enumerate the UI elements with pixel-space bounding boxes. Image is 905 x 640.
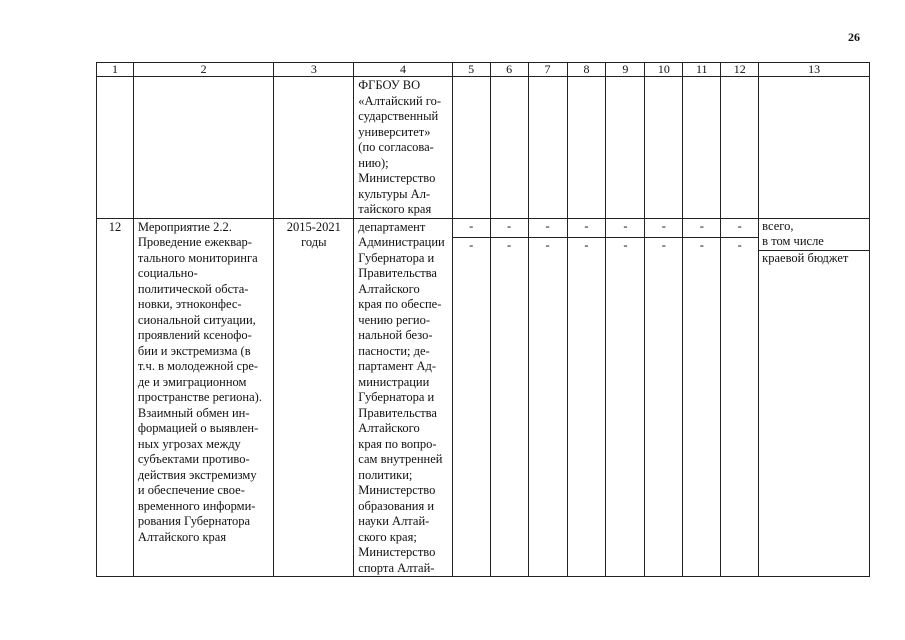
col-header: 6 <box>490 63 528 77</box>
executor-cell: департамент Администрации Губернатора и Правительства Алтайского края по обеспе- чению регио- нальной безо- пасности; де- партамент Ад- министрации Губернатора и Правительства Алтайского края по вопро- сам внутренней политики; Министерство образования и науки Алтай- ского края; Министерство спорта Алтай- <box>358 219 445 575</box>
value-regional: - <box>584 237 589 252</box>
col-header: 4 <box>354 63 452 77</box>
source-total: всего, в том числе <box>762 218 824 248</box>
table-row <box>97 77 870 219</box>
value-total: - <box>568 219 606 238</box>
page-number: 26 <box>848 30 860 44</box>
source-regional: краевой бюджет <box>762 250 849 265</box>
header-row <box>97 63 870 77</box>
value-total: - <box>453 219 490 238</box>
value-regional: - <box>661 237 666 252</box>
row-number: 12 <box>108 219 122 234</box>
col-header: 5 <box>452 63 490 77</box>
col-header: 11 <box>683 63 721 77</box>
value-regional: - <box>507 237 512 252</box>
value-total: - <box>645 219 682 238</box>
value-total: - <box>529 219 567 238</box>
value-total: - <box>721 219 758 238</box>
value-total: - <box>683 219 720 238</box>
program-table <box>96 62 870 577</box>
value-regional: - <box>737 237 742 252</box>
col-header: 9 <box>606 63 645 77</box>
value-total: - <box>491 219 528 238</box>
col-header: 7 <box>528 63 567 77</box>
value-regional: - <box>545 237 550 252</box>
col-header: 3 <box>274 63 354 77</box>
col-header: 13 <box>759 63 870 77</box>
col-header: 2 <box>133 63 273 77</box>
value-regional: - <box>699 237 704 252</box>
value-regional: - <box>469 237 474 252</box>
executor-cell: ФГБОУ ВО «Алтайский го- сударственный университет» (по согласова- нию); Министерство культуры Ал- тайского края <box>358 78 442 216</box>
col-header: 12 <box>721 63 759 77</box>
col-header: 8 <box>567 63 606 77</box>
col-header: 1 <box>97 63 134 77</box>
col-header: 10 <box>645 63 683 77</box>
measure-description: Мероприятие 2.2. Проведение ежеквар- тального мониторинга социально- политической обста- новки, этноконфес- сиональной ситуации, проявлений ксенофо- бии и экстремизма (в т.ч. в молодежной сре- де и эмиграционном пространстве региона). Взаимный обмен ин- формацией о выявлен- ных угрозах между субъектами противо- действия экстремизму и обеспечение свое- временного информи- рования Губернатора Алтайского края <box>137 219 262 544</box>
table-row <box>97 218 870 577</box>
value-regional: - <box>623 237 628 252</box>
value-total: - <box>606 219 644 238</box>
period-cell: 2015-2021 годы <box>286 219 341 249</box>
